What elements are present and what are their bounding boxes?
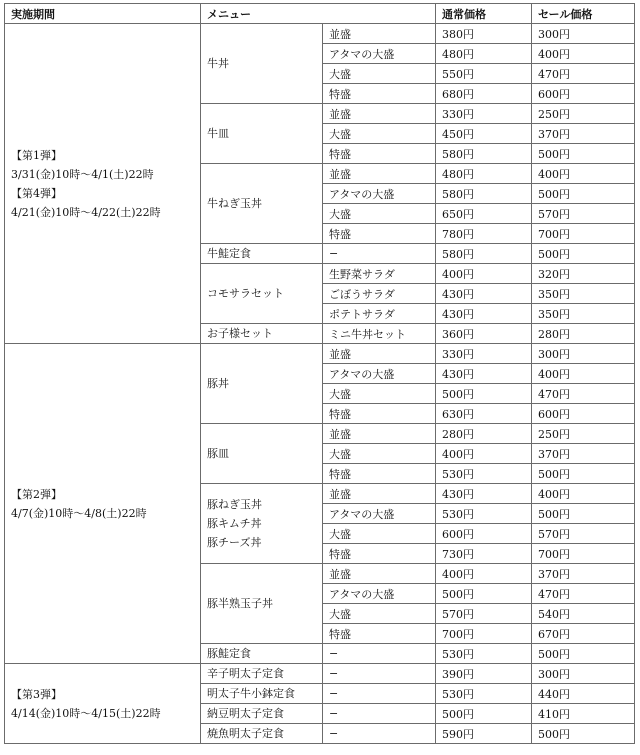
size-cell: 大盛 bbox=[323, 124, 436, 144]
table-row bbox=[5, 24, 635, 44]
table-row bbox=[5, 664, 635, 684]
menu-item-name-line: 明太子牛小鉢定食 bbox=[207, 687, 295, 700]
regular-price-cell: 360円 bbox=[436, 324, 532, 344]
menu-item-name bbox=[201, 344, 323, 424]
size-cell: 並盛 bbox=[323, 344, 436, 364]
menu-item-name bbox=[201, 24, 323, 104]
menu-item-name bbox=[201, 164, 323, 244]
size-cell: ポテトサラダ bbox=[323, 304, 436, 324]
regular-price-cell: 650円 bbox=[436, 204, 532, 224]
sale-price-cell: 470円 bbox=[532, 64, 635, 84]
size-cell: − bbox=[323, 664, 436, 684]
size-cell: 並盛 bbox=[323, 564, 436, 584]
sale-price-cell: 280円 bbox=[532, 324, 635, 344]
size-cell: 大盛 bbox=[323, 604, 436, 624]
sale-price-cell: 300円 bbox=[532, 344, 635, 364]
sale-price-cell: 470円 bbox=[532, 584, 635, 604]
sale-price-cell: 570円 bbox=[532, 524, 635, 544]
size-cell: 並盛 bbox=[323, 484, 436, 504]
sale-price-cell: 600円 bbox=[532, 84, 635, 104]
sale-price-cell: 570円 bbox=[532, 204, 635, 224]
sale-price-cell: 250円 bbox=[532, 424, 635, 444]
menu-item-name-line: 豚ねぎ玉丼 bbox=[207, 498, 262, 511]
regular-price-cell: 450円 bbox=[436, 124, 532, 144]
regular-price-cell: 780円 bbox=[436, 224, 532, 244]
size-cell: − bbox=[323, 244, 436, 264]
menu-item-name-line: 豚皿 bbox=[207, 447, 229, 460]
size-cell: 並盛 bbox=[323, 164, 436, 184]
regular-price-cell: 500円 bbox=[436, 384, 532, 404]
regular-price-cell: 530円 bbox=[436, 504, 532, 524]
menu-item-name-line: 豚チーズ丼 bbox=[207, 536, 262, 549]
size-cell: 特盛 bbox=[323, 624, 436, 644]
menu-item-name-line: 豚半熟玉子丼 bbox=[207, 597, 273, 610]
regular-price-cell: 600円 bbox=[436, 524, 532, 544]
sale-price-cell: 400円 bbox=[532, 484, 635, 504]
size-cell: 並盛 bbox=[323, 424, 436, 444]
regular-price-cell: 550円 bbox=[436, 64, 532, 84]
size-cell: 大盛 bbox=[323, 524, 436, 544]
table-row bbox=[5, 344, 635, 364]
regular-price-cell: 590円 bbox=[436, 724, 532, 744]
regular-price-cell: 580円 bbox=[436, 144, 532, 164]
regular-price-cell: 680円 bbox=[436, 84, 532, 104]
sale-price-cell: 500円 bbox=[532, 724, 635, 744]
sale-price-cell: 670円 bbox=[532, 624, 635, 644]
size-cell: ごぼうサラダ bbox=[323, 284, 436, 304]
period-line: 3/31(金)10時〜4/1(土)22時 bbox=[11, 167, 154, 181]
regular-price-cell: 330円 bbox=[436, 344, 532, 364]
menu-item-name-line: 牛ねぎ玉丼 bbox=[207, 197, 262, 210]
size-cell: ミニ牛丼セット bbox=[323, 324, 436, 344]
menu-item-name bbox=[201, 684, 323, 704]
sale-price-cell: 370円 bbox=[532, 444, 635, 464]
regular-price-cell: 480円 bbox=[436, 44, 532, 64]
regular-price-cell: 400円 bbox=[436, 264, 532, 284]
size-cell: アタマの大盛 bbox=[323, 504, 436, 524]
price-table bbox=[4, 3, 635, 744]
size-cell: 大盛 bbox=[323, 444, 436, 464]
menu-item-name-line: 牛鮭定食 bbox=[207, 247, 251, 260]
regular-price-cell: 400円 bbox=[436, 564, 532, 584]
regular-price-cell: 330円 bbox=[436, 104, 532, 124]
sale-price-cell: 500円 bbox=[532, 464, 635, 484]
size-cell: 特盛 bbox=[323, 464, 436, 484]
size-cell: 特盛 bbox=[323, 404, 436, 424]
regular-price-cell: 500円 bbox=[436, 704, 532, 724]
sale-price-cell: 500円 bbox=[532, 244, 635, 264]
header-period: 実施期間 bbox=[5, 4, 201, 24]
header-sale-price: セール価格 bbox=[532, 4, 635, 24]
menu-item-name bbox=[201, 104, 323, 164]
size-cell: アタマの大盛 bbox=[323, 584, 436, 604]
header-regular-price: 通常価格 bbox=[436, 4, 532, 24]
period-line: 【第4弾】 bbox=[11, 186, 62, 200]
size-cell: アタマの大盛 bbox=[323, 44, 436, 64]
period-line: 【第3弾】 bbox=[11, 687, 62, 701]
regular-price-cell: 500円 bbox=[436, 584, 532, 604]
header-menu: メニュー bbox=[201, 4, 436, 24]
regular-price-cell: 430円 bbox=[436, 484, 532, 504]
regular-price-cell: 430円 bbox=[436, 284, 532, 304]
size-cell: アタマの大盛 bbox=[323, 184, 436, 204]
menu-item-name-line: 豚丼 bbox=[207, 377, 229, 390]
sale-price-cell: 540円 bbox=[532, 604, 635, 624]
menu-item-name-line: 牛丼 bbox=[207, 57, 229, 70]
menu-item-name bbox=[201, 424, 323, 484]
regular-price-cell: 580円 bbox=[436, 184, 532, 204]
sale-price-cell: 400円 bbox=[532, 44, 635, 64]
regular-price-cell: 530円 bbox=[436, 684, 532, 704]
size-cell: − bbox=[323, 644, 436, 664]
sale-price-cell: 250円 bbox=[532, 104, 635, 124]
size-cell: 大盛 bbox=[323, 204, 436, 224]
sale-price-cell: 370円 bbox=[532, 124, 635, 144]
sale-price-cell: 440円 bbox=[532, 684, 635, 704]
regular-price-cell: 480円 bbox=[436, 164, 532, 184]
menu-item-name-line: 豚鮭定食 bbox=[207, 647, 251, 660]
menu-item-name-line: 納豆明太子定食 bbox=[207, 707, 284, 720]
regular-price-cell: 580円 bbox=[436, 244, 532, 264]
sale-price-cell: 300円 bbox=[532, 664, 635, 684]
menu-item-name bbox=[201, 324, 323, 344]
period-cell bbox=[5, 344, 201, 664]
menu-item-name-line: 焼魚明太子定食 bbox=[207, 727, 284, 740]
regular-price-cell: 430円 bbox=[436, 304, 532, 324]
size-cell: 特盛 bbox=[323, 224, 436, 244]
regular-price-cell: 400円 bbox=[436, 444, 532, 464]
regular-price-cell: 630円 bbox=[436, 404, 532, 424]
menu-item-name bbox=[201, 664, 323, 684]
menu-item-name-line: 辛子明太子定食 bbox=[207, 667, 284, 680]
size-cell: − bbox=[323, 724, 436, 744]
table-body bbox=[5, 24, 635, 744]
sale-price-cell: 400円 bbox=[532, 164, 635, 184]
size-cell: − bbox=[323, 704, 436, 724]
period-line: 4/7(金)10時〜4/8(土)22時 bbox=[11, 506, 147, 520]
sale-price-cell: 470円 bbox=[532, 384, 635, 404]
header-row bbox=[5, 4, 635, 24]
sale-price-cell: 370円 bbox=[532, 564, 635, 584]
sale-price-cell: 350円 bbox=[532, 304, 635, 324]
period-line: 【第2弾】 bbox=[11, 487, 62, 501]
sale-price-cell: 410円 bbox=[532, 704, 635, 724]
menu-item-name-line: 牛皿 bbox=[207, 127, 229, 140]
period-line: 【第1弾】 bbox=[11, 148, 62, 162]
menu-item-name bbox=[201, 264, 323, 324]
size-cell: 大盛 bbox=[323, 384, 436, 404]
menu-item-name bbox=[201, 484, 323, 564]
sale-price-cell: 300円 bbox=[532, 24, 635, 44]
period-line: 4/14(金)10時〜4/15(土)22時 bbox=[11, 706, 161, 720]
menu-item-name-line: お子様セット bbox=[207, 327, 273, 340]
size-cell: − bbox=[323, 684, 436, 704]
period-line: 4/21(金)10時〜4/22(土)22時 bbox=[11, 205, 161, 219]
menu-item-name bbox=[201, 244, 323, 264]
menu-item-name-line: コモサラセット bbox=[207, 287, 284, 300]
regular-price-cell: 390円 bbox=[436, 664, 532, 684]
sale-price-cell: 700円 bbox=[532, 544, 635, 564]
sale-price-cell: 600円 bbox=[532, 404, 635, 424]
size-cell: アタマの大盛 bbox=[323, 364, 436, 384]
sale-price-cell: 700円 bbox=[532, 224, 635, 244]
sale-price-cell: 400円 bbox=[532, 364, 635, 384]
period-cell bbox=[5, 664, 201, 744]
period-cell bbox=[5, 24, 201, 344]
regular-price-cell: 380円 bbox=[436, 24, 532, 44]
menu-item-name bbox=[201, 564, 323, 644]
regular-price-cell: 570円 bbox=[436, 604, 532, 624]
menu-item-name bbox=[201, 644, 323, 664]
menu-item-name-line: 豚キムチ丼 bbox=[207, 517, 262, 530]
sale-price-cell: 500円 bbox=[532, 504, 635, 524]
regular-price-cell: 430円 bbox=[436, 364, 532, 384]
regular-price-cell: 530円 bbox=[436, 644, 532, 664]
menu-item-name bbox=[201, 724, 323, 744]
regular-price-cell: 700円 bbox=[436, 624, 532, 644]
size-cell: 大盛 bbox=[323, 64, 436, 84]
regular-price-cell: 730円 bbox=[436, 544, 532, 564]
sale-price-cell: 320円 bbox=[532, 264, 635, 284]
size-cell: 特盛 bbox=[323, 544, 436, 564]
size-cell: 特盛 bbox=[323, 144, 436, 164]
regular-price-cell: 280円 bbox=[436, 424, 532, 444]
sale-price-cell: 500円 bbox=[532, 644, 635, 664]
size-cell: 並盛 bbox=[323, 104, 436, 124]
menu-item-name bbox=[201, 704, 323, 724]
regular-price-cell: 530円 bbox=[436, 464, 532, 484]
sale-price-cell: 500円 bbox=[532, 184, 635, 204]
size-cell: 特盛 bbox=[323, 84, 436, 104]
size-cell: 生野菜サラダ bbox=[323, 264, 436, 284]
sale-price-cell: 350円 bbox=[532, 284, 635, 304]
size-cell: 並盛 bbox=[323, 24, 436, 44]
sale-price-cell: 500円 bbox=[532, 144, 635, 164]
